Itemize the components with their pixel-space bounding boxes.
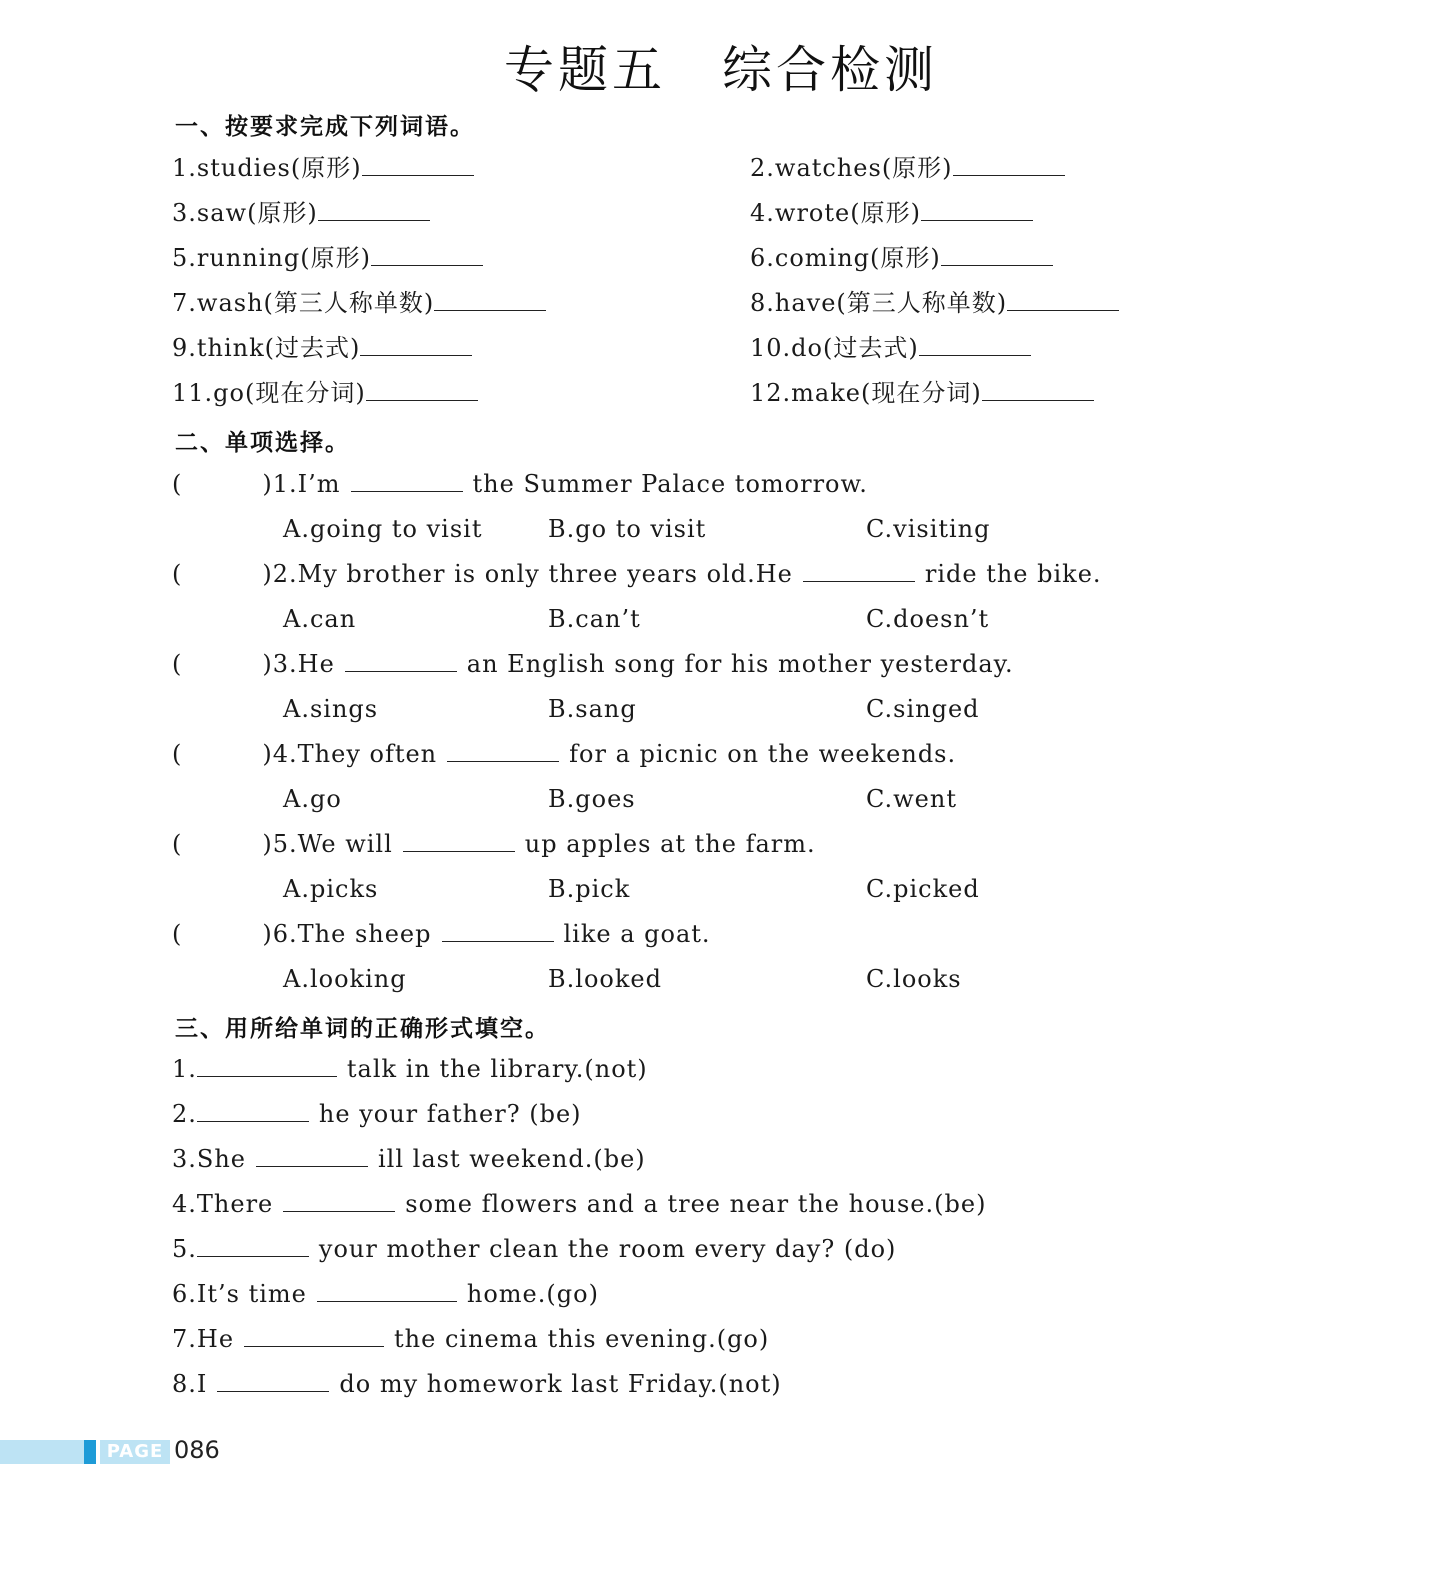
answer-blank[interactable] [1007,288,1119,311]
question-stem: ( )6.The sheep like a goat. [172,920,711,948]
fill-item: 8.I do my homework last Friday.(not) [172,1370,782,1398]
answer-blank[interactable] [403,829,515,852]
question-stem: ( )4.They often for a picnic on the weekends. [172,740,957,768]
footer-bar [0,1440,84,1464]
fill-item: 5. your mother clean the room every day? (do) [172,1235,897,1263]
word-item: 2.watches(原形) [750,153,1065,183]
answer-blank[interactable] [447,739,559,762]
option-a: A.picks [283,875,379,903]
option-a: A.sings [283,695,379,723]
option-b: B.sang [548,695,637,723]
question-stem: ( )3.He an English song for his mother yesterday. [172,650,1014,678]
option-a: A.can [283,605,357,633]
option-a: A.going to visit [283,515,483,543]
section3-heading: 三、用所给单词的正确形式填空。 [175,1016,550,1042]
option-c: C.picked [866,875,980,903]
answer-blank[interactable] [197,1099,309,1122]
word-item: 3.saw(原形) [172,198,430,228]
answer-blank[interactable] [442,919,554,942]
answer-blank[interactable] [803,559,915,582]
question-stem: ( )1.I’m the Summer Palace tomorrow. [172,470,868,498]
section2-heading: 二、单项选择。 [175,430,350,456]
word-item: 5.running(原形) [172,243,483,273]
answer-blank[interactable] [941,243,1053,266]
answer-blank[interactable] [360,333,472,356]
option-c: C.went [866,785,957,813]
fill-item: 2. he your father? (be) [172,1100,582,1128]
page-number: 086 [174,1436,220,1464]
option-b: B.goes [548,785,636,813]
option-a: A.looking [283,965,407,993]
answer-blank[interactable] [919,333,1031,356]
word-item: 10.do(过去式) [750,333,1031,363]
page-tag: PAGE [100,1440,170,1464]
section1-heading: 一、按要求完成下列词语。 [175,114,475,140]
answer-blank[interactable] [351,469,463,492]
option-b: B.pick [548,875,631,903]
word-item: 9.think(过去式) [172,333,472,363]
option-c: C.singed [866,695,980,723]
answer-blank[interactable] [217,1369,329,1392]
question-stem: ( )5.We will up apples at the farm. [172,830,816,858]
answer-blank[interactable] [317,1279,457,1302]
option-c: C.looks [866,965,962,993]
answer-blank[interactable] [244,1324,384,1347]
footer-accent-mark [84,1440,96,1464]
answer-blank[interactable] [953,153,1065,176]
answer-blank[interactable] [197,1234,309,1257]
option-c: C.doesn’t [866,605,990,633]
answer-blank[interactable] [256,1144,368,1167]
option-c: C.visiting [866,515,991,543]
option-b: B.can’t [548,605,641,633]
word-item: 6.coming(原形) [750,243,1053,273]
answer-blank[interactable] [982,378,1094,401]
answer-blank[interactable] [283,1189,395,1212]
title-subject: 综合检测 [722,41,938,99]
option-b: B.looked [548,965,662,993]
question-stem: ( )2.My brother is only three years old.He ride the bike. [172,560,1102,588]
word-item: 1.studies(原形) [172,153,474,183]
answer-blank[interactable] [366,378,478,401]
word-item: 4.wrote(原形) [750,198,1033,228]
fill-item: 4.There some flowers and a tree near the house.(be) [172,1190,987,1218]
title-topic: 专题五 [504,41,666,99]
answer-blank[interactable] [345,649,457,672]
answer-blank[interactable] [371,243,483,266]
answer-blank[interactable] [921,198,1033,221]
fill-item: 6.It’s time home.(go) [172,1280,599,1308]
word-item: 11.go(现在分词) [172,378,478,408]
fill-item: 7.He the cinema this evening.(go) [172,1325,770,1353]
fill-item: 1. talk in the library.(not) [172,1055,648,1083]
word-item: 7.wash(第三人称单数) [172,288,546,318]
answer-blank[interactable] [318,198,430,221]
page-title [0,30,1442,102]
option-b: B.go to visit [548,515,707,543]
word-item: 8.have(第三人称单数) [750,288,1119,318]
answer-blank[interactable] [197,1054,337,1077]
word-item: 12.make(现在分词) [750,378,1094,408]
answer-blank[interactable] [434,288,546,311]
option-a: A.go [283,785,342,813]
answer-blank[interactable] [362,153,474,176]
fill-item: 3.She ill last weekend.(be) [172,1145,646,1173]
